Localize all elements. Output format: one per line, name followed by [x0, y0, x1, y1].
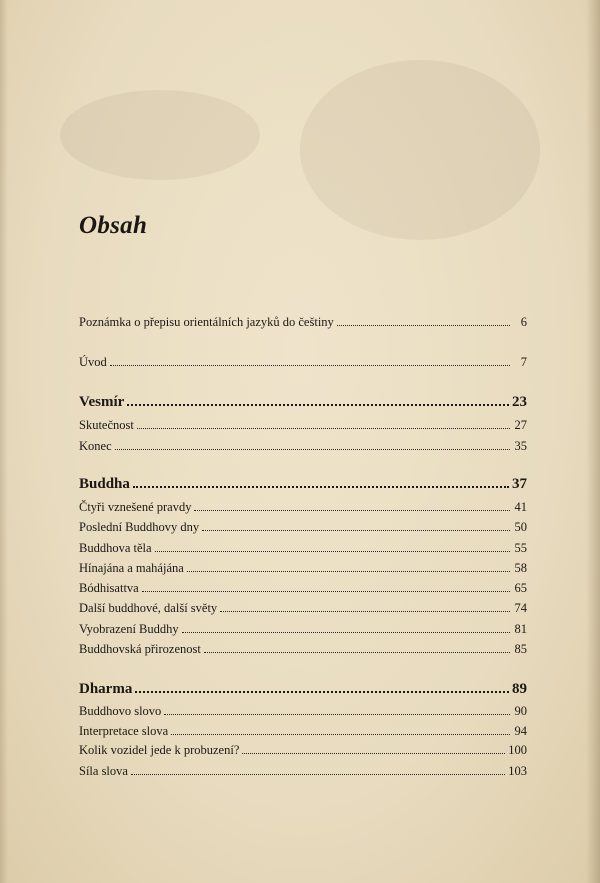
- toc-entry[interactable]: [79, 520, 527, 535]
- toc-entry[interactable]: [79, 642, 527, 657]
- toc-entry-label: Buddhovo slovo: [79, 704, 162, 718]
- toc-entry-page: 41: [514, 500, 527, 514]
- toc-entry-page: 94: [514, 724, 527, 738]
- dot-leader: [242, 743, 505, 754]
- toc-entry-page: 55: [514, 541, 527, 555]
- paper-stain: [300, 60, 540, 240]
- toc-entry-page: 6: [520, 315, 527, 329]
- toc-entry-label: Čtyři vznešené pravdy: [79, 500, 192, 514]
- dot-leader: [133, 475, 509, 488]
- toc-entry-label: Skutečnost: [79, 418, 134, 432]
- toc-entry-page: 7: [520, 355, 527, 369]
- page-edge-shadow-left: [0, 0, 8, 883]
- dot-leader: [131, 764, 505, 775]
- toc-entry-page: 103: [508, 764, 527, 778]
- toc-entry-label: Další buddhové, další světy: [79, 601, 218, 615]
- dot-leader: [220, 601, 510, 612]
- toc-entry[interactable]: [79, 500, 527, 515]
- toc-entry[interactable]: [79, 724, 527, 739]
- dot-leader: [110, 355, 510, 366]
- dot-leader: [182, 622, 510, 633]
- dot-leader: [337, 315, 510, 326]
- dot-leader: [194, 500, 510, 511]
- toc-section-label: Vesmír: [79, 394, 125, 411]
- toc-section-heading[interactable]: [79, 475, 527, 493]
- toc-entry-page: 50: [514, 520, 527, 534]
- dot-leader: [202, 520, 510, 531]
- toc-section-label: Dharma: [79, 681, 133, 698]
- page-edge-shadow-right: [586, 0, 600, 883]
- toc-section-heading[interactable]: [79, 680, 527, 698]
- toc-entry-label: Bódhisattva: [79, 581, 139, 595]
- toc-entry-page: 74: [514, 601, 527, 615]
- toc-entry[interactable]: [79, 315, 527, 330]
- toc-section-heading[interactable]: [79, 393, 527, 411]
- toc-entry[interactable]: [79, 601, 527, 616]
- toc-entry[interactable]: [79, 418, 527, 433]
- dot-leader: [137, 418, 510, 429]
- toc-entry-label: Kolik vozidel jede k probuzení?: [79, 743, 240, 757]
- dot-leader: [187, 561, 510, 572]
- dot-leader: [142, 581, 510, 592]
- toc-entry-page: 65: [514, 581, 527, 595]
- toc-entry-page: 85: [514, 642, 527, 656]
- toc-entry-page: 58: [514, 561, 527, 575]
- dot-leader: [127, 393, 509, 406]
- toc-entry[interactable]: [79, 561, 527, 576]
- toc-entry-page: 27: [514, 418, 527, 432]
- toc-entry[interactable]: [79, 439, 527, 454]
- toc-entry-page: 90: [514, 704, 527, 718]
- toc-entry-label: Úvod: [79, 355, 107, 369]
- toc-entry-label: Poznámka o přepisu orientálních jazyků do češtiny: [79, 315, 334, 329]
- toc-section-page: 23: [512, 394, 527, 411]
- toc-entry[interactable]: [79, 764, 527, 779]
- page-title: Obsah: [79, 212, 148, 239]
- toc-section-page: 89: [512, 681, 527, 698]
- toc-section-label: Buddha: [79, 476, 130, 493]
- toc-section-page: 37: [512, 476, 527, 493]
- dot-leader: [115, 439, 510, 450]
- dot-leader: [135, 680, 509, 693]
- toc-entry[interactable]: [79, 355, 527, 370]
- toc-entry-page: 100: [508, 743, 527, 757]
- toc-entry-page: 81: [514, 622, 527, 636]
- paper-stain: [60, 90, 260, 180]
- toc-entry-label: Interpretace slova: [79, 724, 169, 738]
- dot-leader: [171, 724, 510, 735]
- dot-leader: [204, 642, 510, 653]
- toc-entry[interactable]: [79, 622, 527, 637]
- toc-entry-label: Buddhova těla: [79, 541, 152, 555]
- toc-entry-page: 35: [514, 439, 527, 453]
- dot-leader: [155, 541, 510, 552]
- dot-leader: [164, 704, 510, 715]
- toc-entry[interactable]: [79, 581, 527, 596]
- toc-entry[interactable]: [79, 743, 527, 758]
- toc-entry[interactable]: [79, 541, 527, 556]
- toc-entry-label: Síla slova: [79, 764, 128, 778]
- toc-entry-label: Hínajána a mahájána: [79, 561, 184, 575]
- toc-entry[interactable]: [79, 704, 527, 719]
- toc-entry-label: Konec: [79, 439, 112, 453]
- toc-entry-label: Buddhovská přirozenost: [79, 642, 201, 656]
- toc-entry-label: Poslední Buddhovy dny: [79, 520, 200, 534]
- toc-entry-label: Vyobrazení Buddhy: [79, 622, 179, 636]
